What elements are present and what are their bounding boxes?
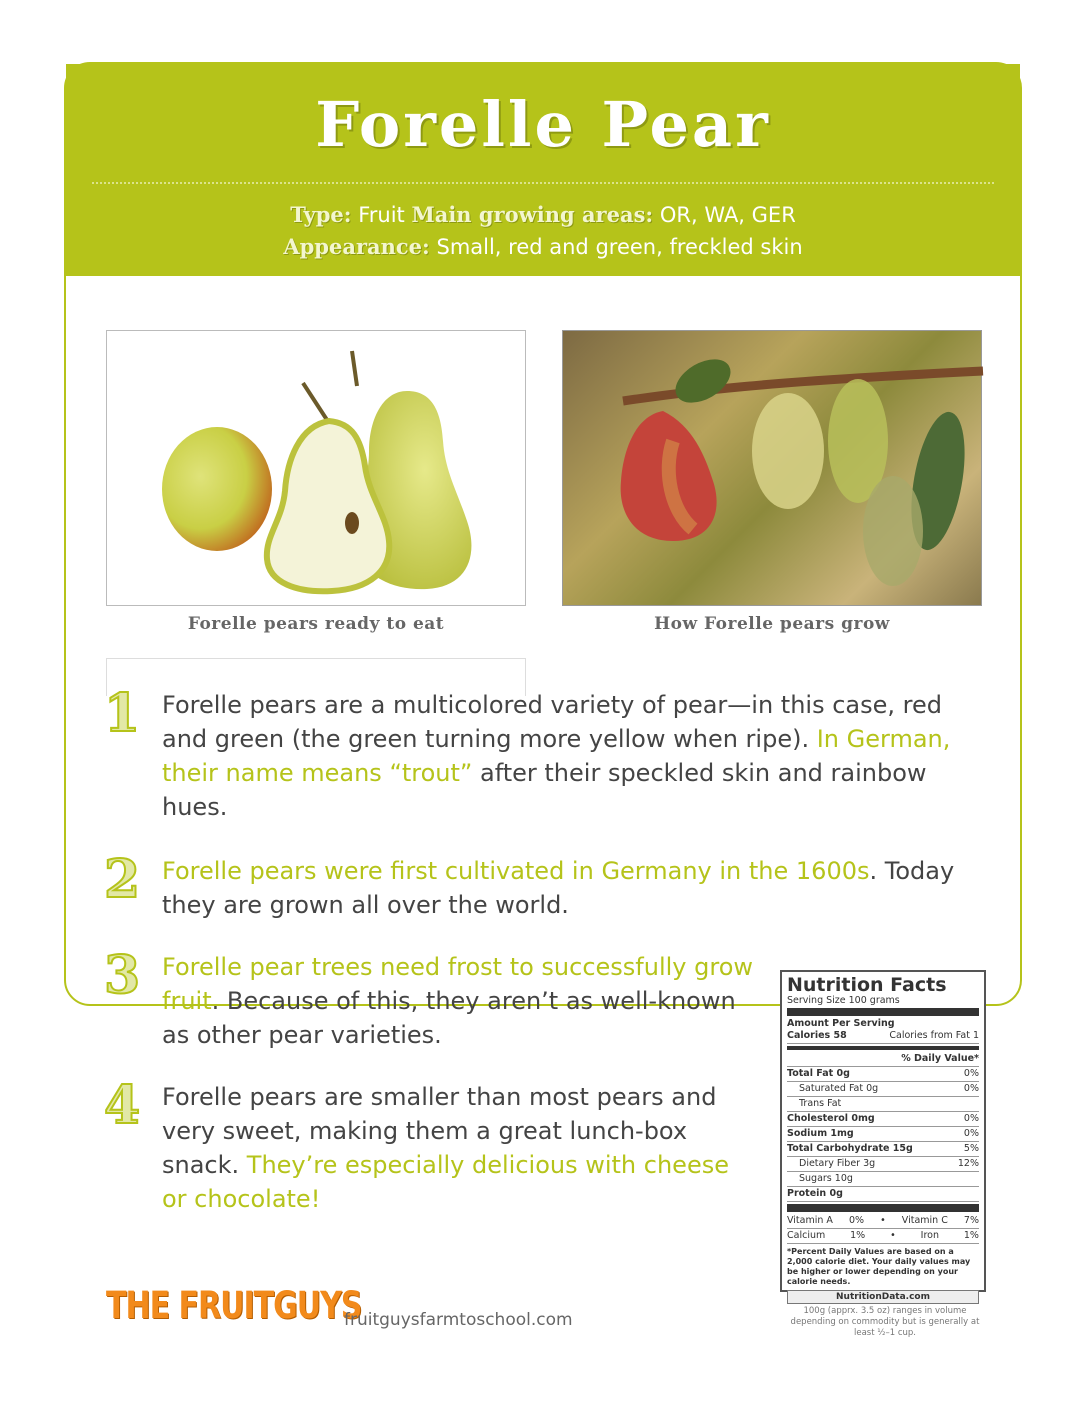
areas-label: Main growing areas: (411, 202, 654, 227)
nutrition-facts-panel (780, 970, 986, 1302)
fact-number: 1 (104, 683, 141, 744)
daily-value-note: *Percent Daily Values are based on a 2,000 calorie diet. Your daily values may be higher or lower depending on your calorie needs. (787, 1247, 971, 1286)
nutrient-label: Total Fat 0g (787, 1068, 850, 1079)
nutrient-row (787, 1067, 979, 1082)
website-link[interactable]: fruitguysfarmtoschool.com (344, 1310, 573, 1330)
nutrient-value: 12% (957, 1158, 979, 1169)
separator-dot: • (880, 1215, 886, 1226)
fact-plain-text: Forelle pears are smaller than most pears and very sweet, making them a great lunch-box snack. (162, 1083, 717, 1179)
pears-illustration (107, 331, 525, 605)
pear-tree-illustration (563, 331, 983, 607)
divider-thick (787, 1008, 979, 1016)
pears-photo (106, 330, 526, 606)
serving-footnote: 100g (apprx. 3.5 oz) ranges in volume depending on commodity but is generally at least ½–1 cup. (790, 1306, 980, 1338)
meta-line-1 (66, 202, 1020, 227)
amount-per-serving: Amount Per Serving (787, 1018, 895, 1029)
appearance-label: Appearance: (283, 234, 430, 259)
nutrient-row (787, 1187, 979, 1202)
nutrient-row (787, 1157, 979, 1172)
dotted-divider (92, 182, 994, 184)
mineral-row (787, 1229, 979, 1244)
separator-dot: • (890, 1230, 896, 1241)
nutrient-value: 0% (963, 1113, 979, 1124)
fact-highlight-text: Forelle pears were first cultivated in Germany in the 1600s (162, 857, 870, 885)
nutrient-label: Protein 0g (787, 1188, 843, 1199)
nutrient-value: 0% (963, 1068, 979, 1079)
nutrition-title: Nutrition Facts (787, 974, 947, 996)
fact-text (162, 688, 962, 824)
meta-line-2 (66, 234, 1020, 259)
fact-plain-text: after their speckled skin and rainbow hues. (162, 759, 927, 821)
vitamin-row (787, 1214, 979, 1229)
fact-number: 3 (104, 945, 141, 1006)
tree-photo (562, 330, 982, 606)
page-title: Forelle Pear (315, 88, 771, 161)
divider-medium (787, 1046, 979, 1050)
caption-tree: How Forelle pears grow (654, 614, 890, 634)
fact-plain-text: . Today they are grown all over the world. (162, 857, 955, 919)
fruitguys-logo: THE FRUITGUYS (106, 1284, 362, 1328)
fact-number: 2 (104, 849, 141, 910)
fact-highlight-text: In German, their name means “trout” (162, 725, 951, 787)
fact-sheet-card (64, 62, 1022, 1338)
iron-value: 1% (963, 1230, 979, 1241)
fact-highlight-text: They’re especially delicious with cheese or chocolate! (162, 1151, 729, 1213)
nutrient-value: 0% (963, 1128, 979, 1139)
nutrient-label: Cholesterol 0mg (787, 1113, 875, 1124)
nutrient-label: Total Carbohydrate 15g (787, 1143, 913, 1154)
nutrient-label: Saturated Fat 0g (799, 1083, 879, 1094)
iron: Iron (920, 1230, 939, 1241)
calories-from-fat: Calories from Fat 1 (889, 1030, 979, 1041)
nutrient-row (787, 1127, 979, 1142)
nutrient-label: Sodium 1mg (787, 1128, 854, 1139)
divider-thick (787, 1204, 979, 1212)
fact-text (162, 1080, 742, 1216)
header-banner (66, 64, 1020, 276)
serving-size: Serving Size 100 grams (787, 995, 900, 1006)
daily-value-header: % Daily Value* (901, 1053, 979, 1064)
calcium-value: 1% (850, 1230, 866, 1241)
caption-pears: Forelle pears ready to eat (187, 614, 445, 634)
appearance-value: Small, red and green, freckled skin (436, 235, 803, 259)
nutrient-row (787, 1097, 979, 1112)
nutrient-row (787, 1172, 979, 1187)
nutrient-value: 0% (963, 1083, 979, 1094)
vitamin-a: Vitamin A (787, 1215, 833, 1226)
fact-number: 4 (104, 1075, 141, 1136)
fact-text (162, 950, 762, 1052)
vitamin-c-value: 7% (963, 1215, 979, 1226)
nutrient-row (787, 1112, 979, 1127)
vitamin-c: Vitamin C (901, 1215, 948, 1226)
nutrient-label: Dietary Fiber 3g (799, 1158, 876, 1169)
fact-text (162, 854, 982, 922)
fact-plain-text: . Because of this, they aren’t as well-known as other pear varieties. (162, 987, 736, 1049)
nutrient-value: 5% (963, 1143, 979, 1154)
nutrient-row (787, 1142, 979, 1157)
nutrient-rows (787, 1067, 979, 1202)
type-value: Fruit (358, 203, 405, 227)
nutritiondata-link[interactable]: NutritionData.com (787, 1290, 979, 1304)
fact-plain-text: Forelle pears are a multicolored variety of pear—in this case, red and green (the green turning more yellow when ripe). (162, 691, 942, 753)
fact-highlight-text: Forelle pear trees need frost to successfully grow fruit (162, 953, 754, 1015)
areas-value: OR, WA, GER (659, 203, 796, 227)
nutrient-label: Trans Fat (799, 1098, 842, 1109)
type-label: Type: (290, 202, 352, 227)
daily-value-header-row (787, 1052, 979, 1067)
nutrient-label: Sugars 10g (799, 1173, 853, 1184)
calories: Calories 58 (787, 1030, 847, 1041)
calories-row (787, 1029, 979, 1044)
nutrient-row (787, 1082, 979, 1097)
vitamin-a-value: 0% (848, 1215, 865, 1226)
calcium: Calcium (787, 1230, 826, 1241)
